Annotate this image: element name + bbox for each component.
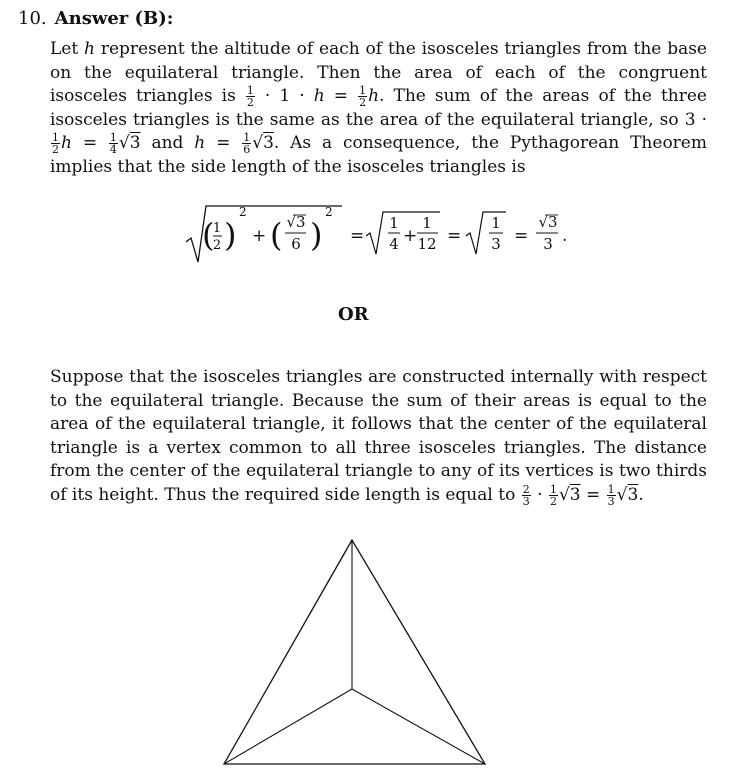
text: Let xyxy=(50,39,85,59)
exponent: 2 xyxy=(325,205,333,219)
equals-sign: = xyxy=(350,226,365,246)
var-h: h xyxy=(194,133,206,153)
var-h: h xyxy=(313,86,325,106)
triangle-figure xyxy=(220,537,490,777)
period: . xyxy=(562,226,568,246)
fraction-sixth: $\frac{1}{6}$ xyxy=(243,131,251,156)
frac-den: 12 xyxy=(417,235,437,253)
display-equation xyxy=(184,196,584,274)
paren-close: ) xyxy=(224,216,237,254)
text: = xyxy=(580,484,606,505)
text: represent the altitude of each of the isosceles triangles from the base on the equilateral triangle. Then the area of each of the congruent isosceles triangles is xyxy=(50,39,707,106)
frac-num: √3 xyxy=(538,213,558,231)
fraction-half: $\frac{1}{2}$ xyxy=(549,482,557,508)
text: and xyxy=(140,133,195,153)
answer-label: Answer (B): xyxy=(54,8,174,29)
sqrt-3: √3 xyxy=(118,133,141,153)
problem-heading xyxy=(18,6,173,32)
plus-sign: + xyxy=(252,226,267,246)
text: = xyxy=(71,133,108,153)
plus-sign: + xyxy=(403,226,418,246)
or-separator: OR xyxy=(338,304,369,325)
fraction-quarter: $\frac{1}{4}$ xyxy=(109,131,117,156)
sqrt-3: √3 xyxy=(252,133,274,153)
var-h: h xyxy=(84,39,95,59)
text: . xyxy=(638,484,644,505)
frac-den: 6 xyxy=(291,235,301,253)
text: . As a consequence, the Pythagorean Theorem implies that the side length of the isosceles triangles is xyxy=(50,133,707,177)
frac-den: 3 xyxy=(491,235,501,253)
text: = xyxy=(205,133,242,153)
fraction-half: $\frac{1}{2}$ xyxy=(246,84,254,109)
exponent: 2 xyxy=(239,205,247,219)
text: · 1 · xyxy=(264,86,314,106)
frac-num: 1 xyxy=(491,214,501,232)
equilateral-triangle xyxy=(224,540,485,764)
var-h: h xyxy=(368,86,380,106)
text: . The sum of the areas of the three isosceles triangles is the same as the area of the equilateral triangle, so 3 · xyxy=(50,86,707,130)
equals-sign: = xyxy=(514,226,529,246)
frac-den: 2 xyxy=(212,238,222,253)
isosceles-edge-left xyxy=(224,689,352,764)
solution-paragraph-2 xyxy=(50,366,707,507)
sqrt-3: √3 xyxy=(558,484,581,505)
solution-paragraph-1 xyxy=(50,38,707,179)
text: = xyxy=(324,86,358,106)
frac-num: √3 xyxy=(286,213,306,231)
frac-num: 1 xyxy=(212,221,222,236)
text: Suppose that the isosceles triangles are constructed internally with respect to the equilateral triangle. Because the sum of their areas is equal to the area of the equilateral triangle, it follows that the center of the equilateral triangle is a vertex common to all three isosceles triangles. The distance from the center of the equilateral triangle to any of its vertices is two thirds of its height. Thus the required side length is equal to xyxy=(50,367,707,505)
text: · xyxy=(531,484,548,505)
frac-num: 1 xyxy=(389,214,399,232)
fraction-third: $\frac{1}{3}$ xyxy=(607,482,615,508)
paren-open: ( xyxy=(202,216,215,254)
fraction-two-thirds: $\frac{2}{3}$ xyxy=(522,482,530,508)
frac-den: 4 xyxy=(389,235,399,253)
problem-number: 10. xyxy=(18,8,47,29)
frac-num: 1 xyxy=(422,214,432,232)
paren-close: ) xyxy=(310,216,323,254)
sqrt-3: √3 xyxy=(616,484,639,505)
frac-den: 3 xyxy=(543,235,553,253)
paren-open: ( xyxy=(270,216,283,254)
var-h: h xyxy=(61,133,72,153)
fraction-half: $\frac{1}{2}$ xyxy=(52,131,59,156)
equals-sign: = xyxy=(447,226,462,246)
isosceles-edge-right xyxy=(352,689,485,764)
fraction-half: $\frac{1}{2}$ xyxy=(359,84,367,109)
